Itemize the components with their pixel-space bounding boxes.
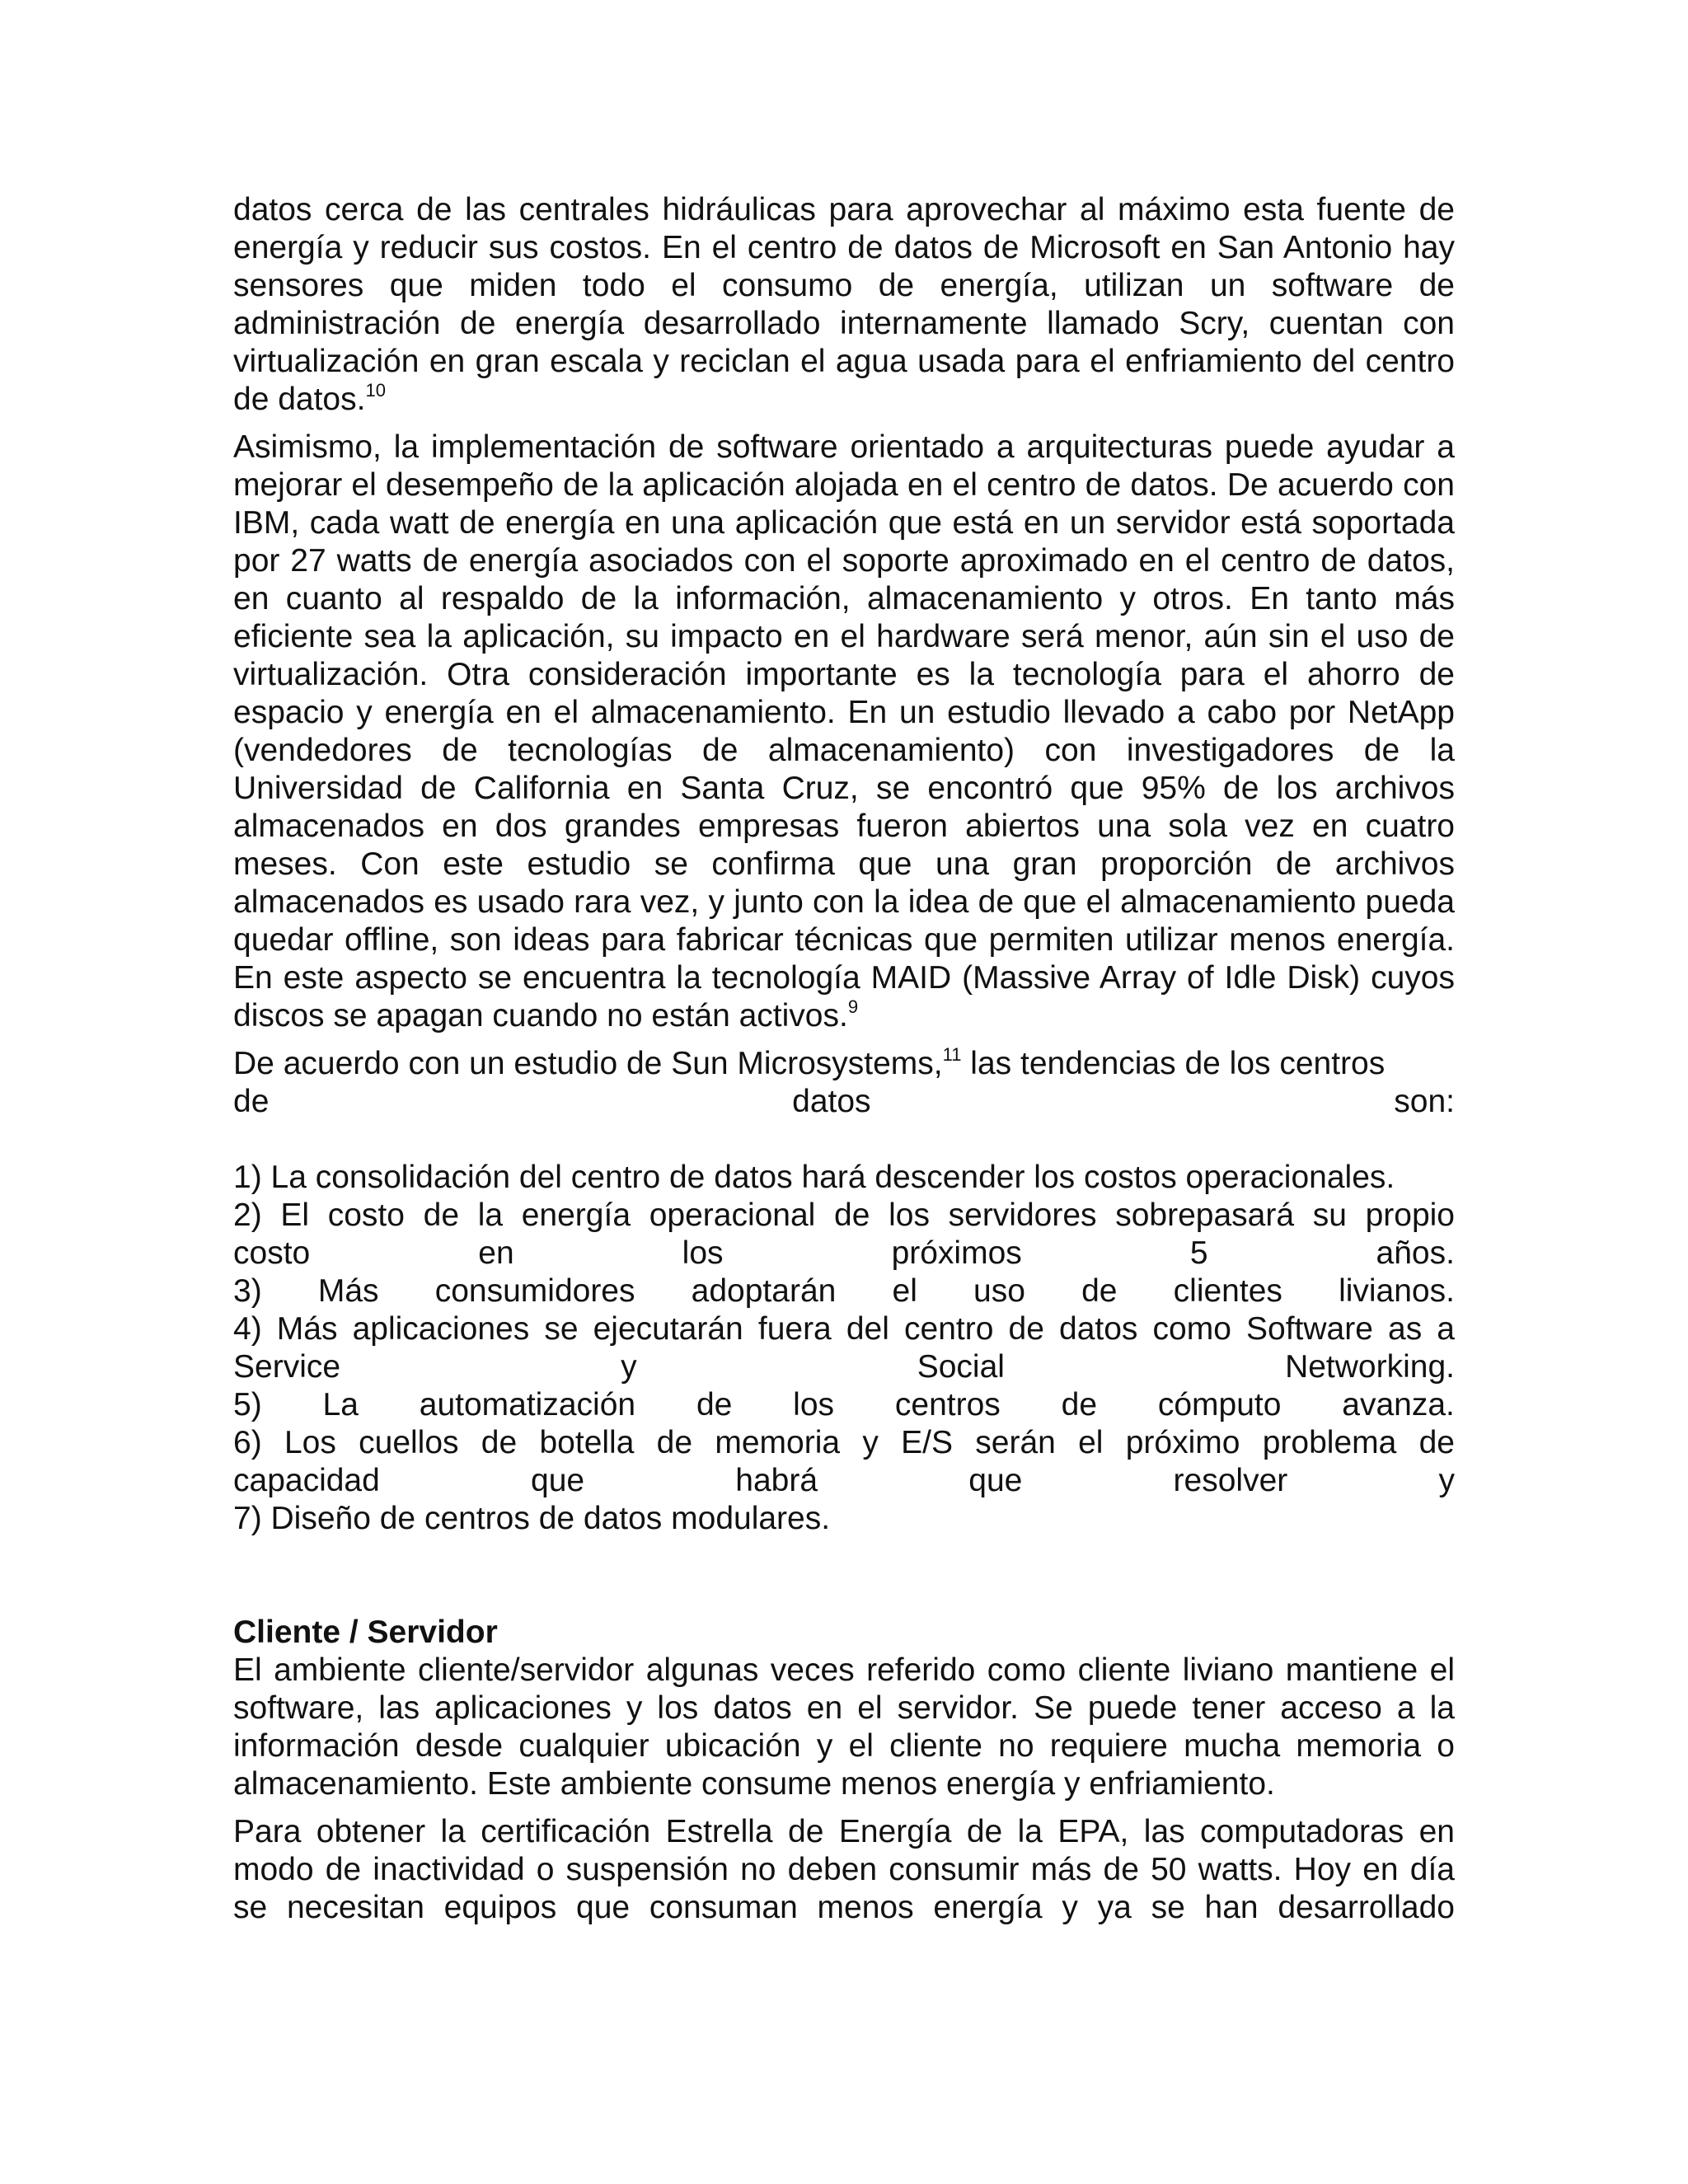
word: clientes [1173, 1273, 1282, 1309]
trend-item-1: 1) La consolidación del centro de datos hará descender los costos operacionales. [233, 1160, 1395, 1195]
word: uso [973, 1273, 1025, 1309]
word: cómputo [1157, 1387, 1282, 1422]
document-page [233, 191, 1455, 1927]
word: próximos [891, 1235, 1022, 1271]
word: habrá [735, 1463, 818, 1498]
word: datos [792, 1084, 871, 1119]
word: el [892, 1273, 917, 1309]
word: 5 [1189, 1235, 1208, 1271]
paragraph-text: datos cerca de las centrales hidráulicas para aprovechar al máximo esta fuente de energía y reducir sus costos. En el centro de datos de Microsoft en San Antonio hay sensores que miden todo el consumo de energía, utilizan un software de administración de energía desarrollado internamente llamado Scry, cuentan con virtualización en gran escala y reciclan el agua usada para el enfriamiento del centro de datos. [233, 192, 1455, 417]
word: adoptarán [691, 1273, 837, 1309]
word: y [621, 1349, 637, 1385]
footnote-ref-9: 9 [847, 996, 859, 1017]
trend-item-2-continuation [233, 1235, 1455, 1272]
trend-item-5 [233, 1386, 1455, 1424]
word: Service [233, 1349, 341, 1385]
word: avanza. [1342, 1387, 1455, 1422]
paragraph-text: De acuerdo con un estudio de Sun Microsystems, [233, 1046, 943, 1081]
word: que [531, 1463, 585, 1498]
paragraph-client-server: El ambiente cliente/servidor algunas veces referido como cliente liviano mantiene el software, las aplicaciones y los datos en el servidor. Se puede tener acceso a la información desde cualquier ubicación y el cliente no requiere mucha memoria o almacenamiento. Este ambiente consume menos energía y enfriamiento. [233, 1652, 1455, 1802]
word: Más [317, 1273, 379, 1309]
word: de [1061, 1387, 1098, 1422]
word: de [1081, 1273, 1118, 1309]
trends-list [233, 1159, 1455, 1538]
trend-item-4: 4) Más aplicaciones se ejecutarán fuera del centro de datos como Software as a [233, 1311, 1455, 1347]
word: años. [1376, 1235, 1455, 1271]
word: 3) [233, 1273, 262, 1309]
paragraph-microsoft-data-center [233, 191, 1455, 419]
word: y [1438, 1463, 1455, 1498]
footnote-ref-10: 10 [365, 380, 386, 401]
spread-line [233, 1083, 1455, 1121]
word: los [793, 1387, 835, 1422]
trend-item-6: 6) Los cuellos de botella de memoria y E/S serán el próximo problema de [233, 1425, 1455, 1460]
word: costo [233, 1235, 311, 1271]
word: de [696, 1387, 733, 1422]
word: Social [917, 1349, 1005, 1385]
word: son: [1394, 1084, 1455, 1119]
word: capacidad [233, 1463, 380, 1498]
paragraph-sun-microsystems [233, 1045, 1455, 1083]
word: que [968, 1463, 1023, 1498]
word: centros [894, 1387, 1001, 1422]
trend-item-7: 7) Diseño de centros de datos modulares. [233, 1501, 831, 1536]
word: livianos. [1339, 1273, 1455, 1309]
paragraph-software-architecture [233, 429, 1455, 1035]
trend-item-6-continuation [233, 1462, 1455, 1500]
word: automatización [419, 1387, 636, 1422]
trend-item-3 [233, 1272, 1455, 1310]
word: de [233, 1084, 270, 1119]
trend-item-2: 2) El costo de la energía operacional de los servidores sobrepasará su propio [233, 1197, 1455, 1233]
word: 5) [233, 1387, 262, 1422]
word: en [478, 1235, 514, 1271]
paragraph-text: Asimismo, la implementación de software orientado a arquitecturas puede ayudar a mejorar el desempeño de la aplicación alojada en el centro de datos. De acuerdo con IBM, cada watt de energía en una aplicación que está en un servidor está soportada por 27 watts de energía asociados con el soporte aproximado en el centro de datos, en cuanto al respaldo de la información, almacenamiento y otros. En tanto más eficiente sea la aplicación, su impacto en el hardware será menor, aún sin el uso de virtualización. Otra consideración importante es la tecnología para el ahorro de espacio y energía en el almacenamiento. En un estudio llevado a cabo por NetApp (vendedores de tecnologías de almacenamiento) con investigadores de la Universidad de California en Santa Cruz, se encontró que 95% de los archivos almacenados en dos grandes empresas fueron abiertos una sola vez en cuatro meses. Con este estudio se confirma que una gran proporción de archivos almacenados es usado rara vez, y junto con la idea de que el almacenamiento pueda quedar offline, son ideas para fabricar técnicas que permiten utilizar menos energía. En este aspecto se encuentra la tecnología MAID (Massive Array of Idle Disk) cuyos discos se apagan cuando no están activos. [233, 429, 1455, 1033]
paragraph-energy-star: Para obtener la certificación Estrella de Energía de la EPA, las computadoras en modo de inactividad o suspensión no deben consumir más de 50 watts. Hoy en día se necesitan equipos que consuman menos energía y ya se han desarrollado [233, 1814, 1455, 1925]
word: los [682, 1235, 724, 1271]
word: Networking. [1285, 1349, 1455, 1385]
trend-item-4-continuation [233, 1348, 1455, 1386]
word: consumidores [434, 1273, 635, 1309]
word: La [322, 1387, 359, 1422]
paragraph-text: las tendencias de los centros [961, 1046, 1386, 1081]
footnote-ref-11: 11 [942, 1044, 962, 1065]
word: resolver [1173, 1463, 1288, 1498]
section-heading: Cliente / Servidor [233, 1615, 498, 1650]
